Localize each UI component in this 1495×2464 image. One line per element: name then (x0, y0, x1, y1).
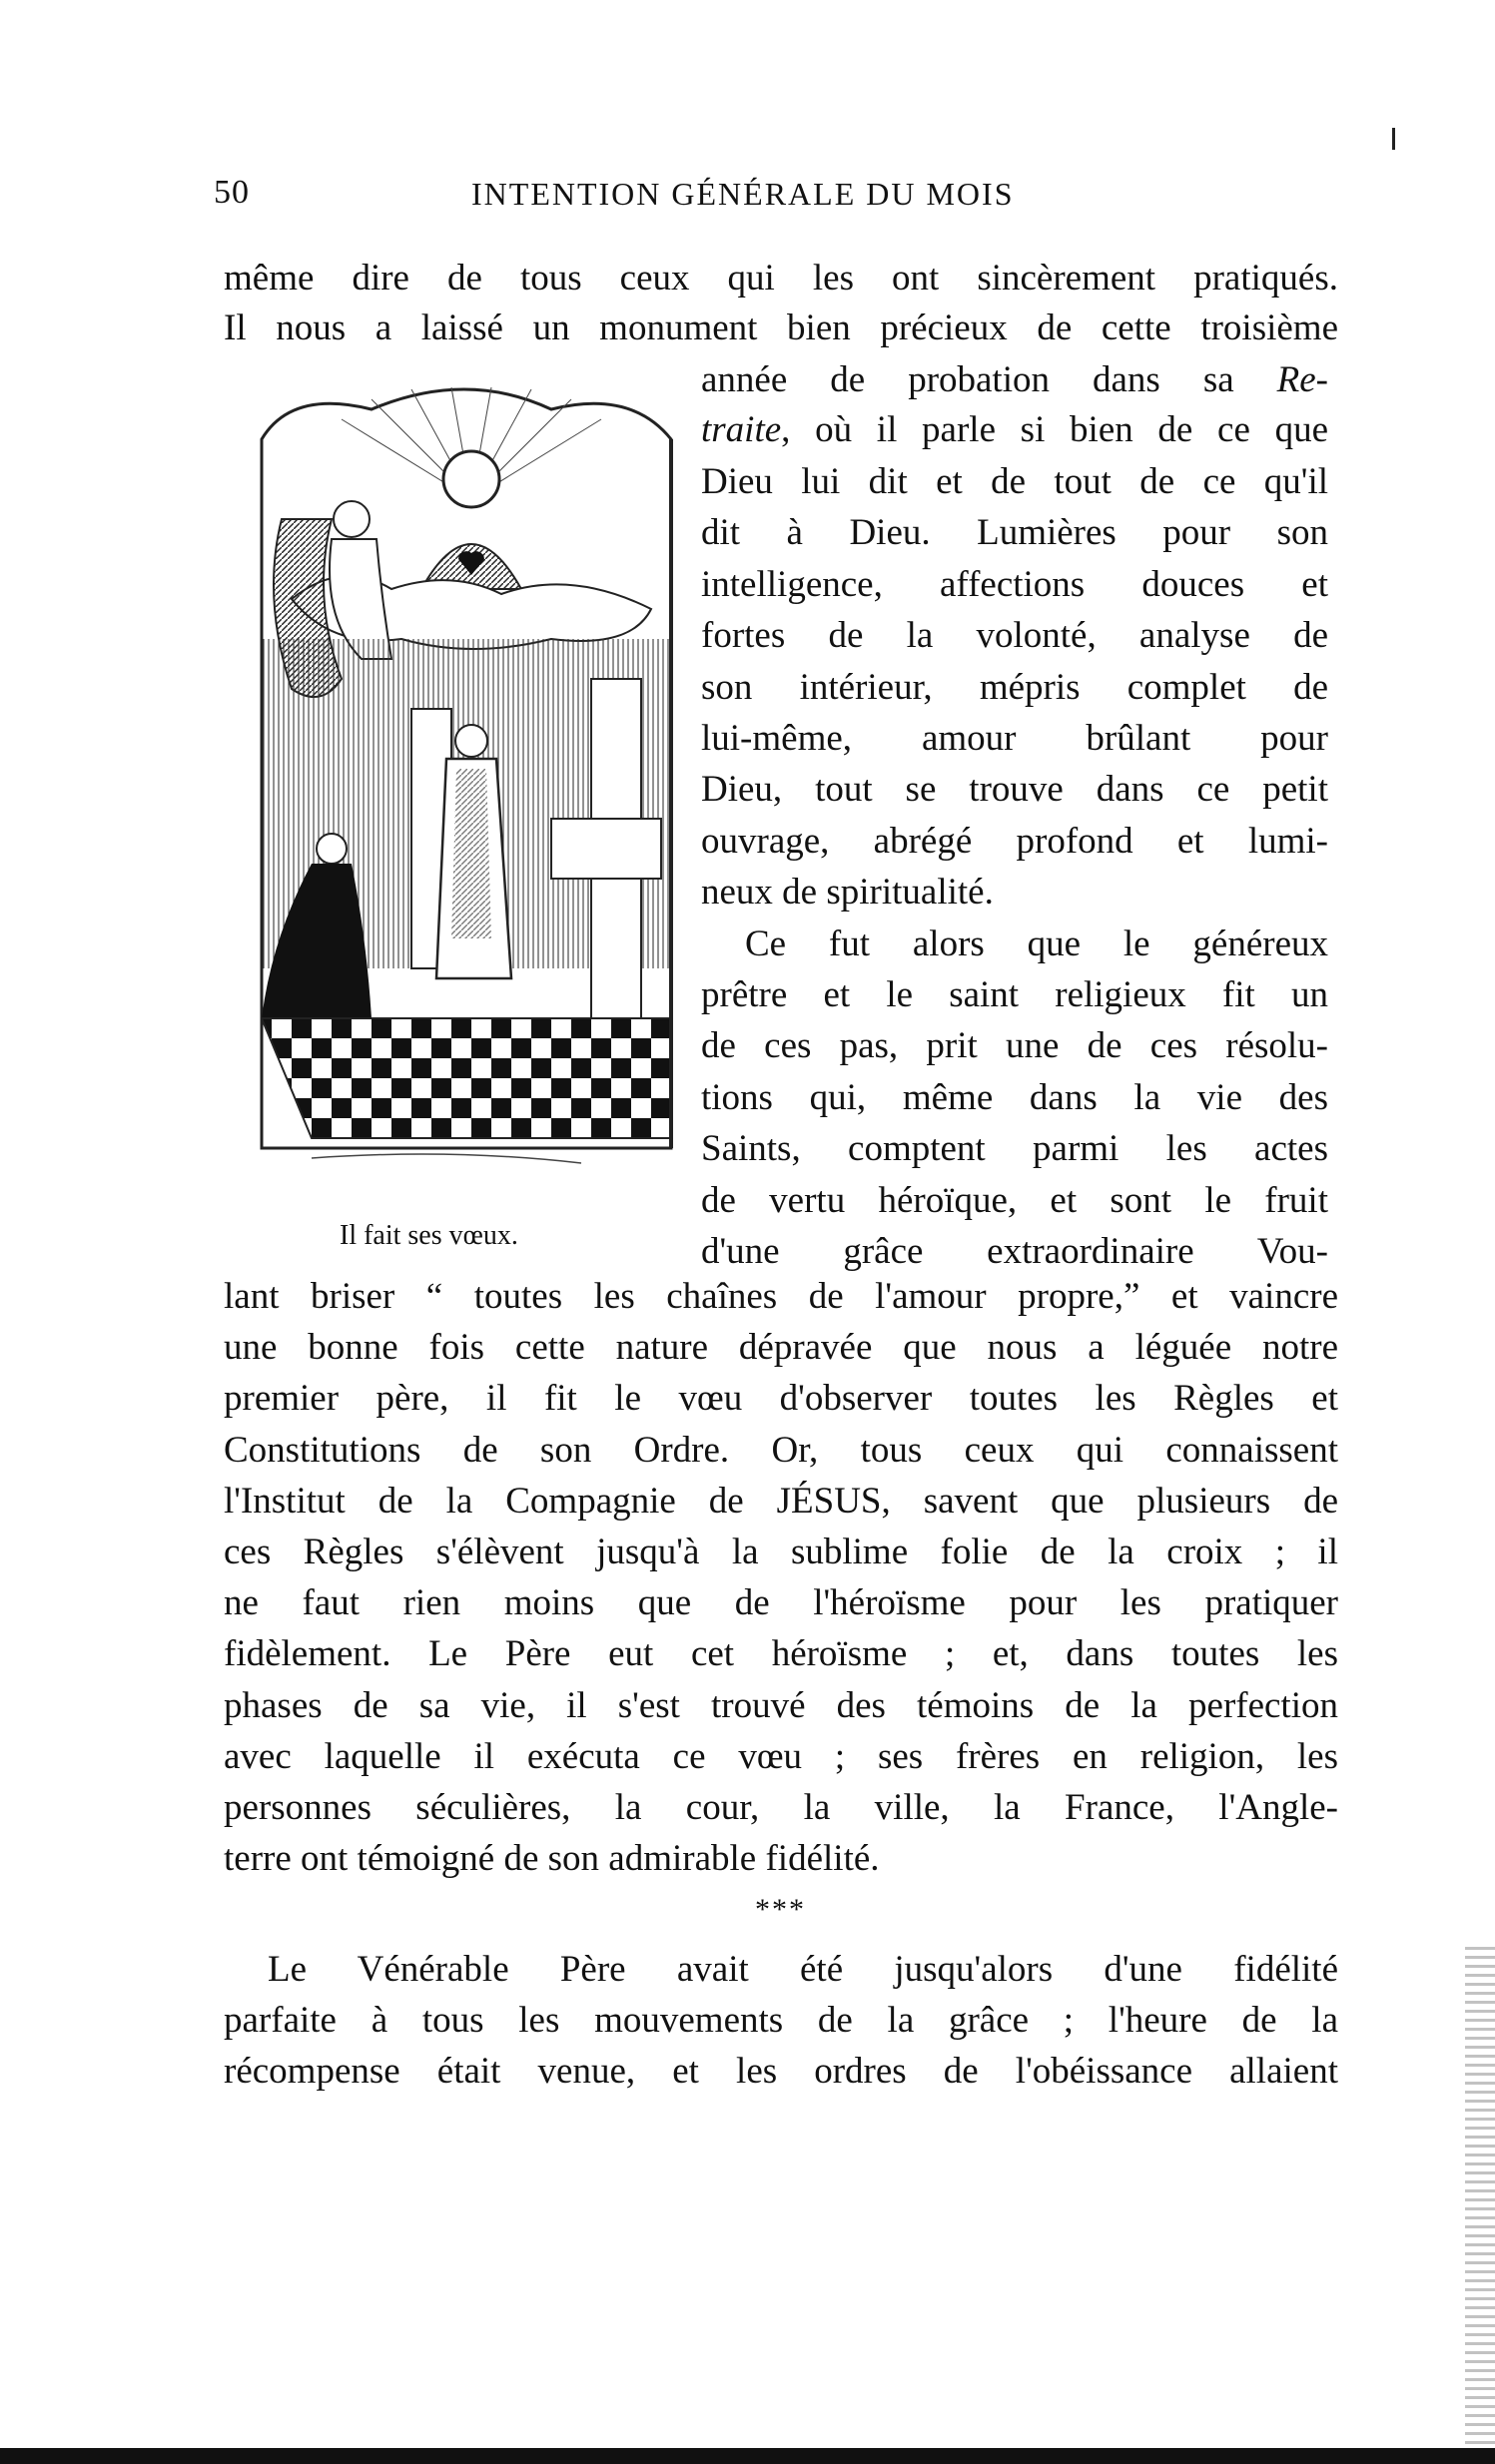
figure-caption: Il fait ses vœux. (340, 1220, 518, 1251)
running-title: INTENTION GÉNÉRALE DU MOIS (471, 176, 1015, 212)
text-span: année de probation dans sa (701, 359, 1277, 400)
page-header (214, 170, 1332, 220)
text-line: lui-même, amour brûlant pour (701, 718, 1328, 759)
section-separator: *** (755, 1893, 806, 1926)
text-line: fortes de la volonté, analyse de (701, 615, 1328, 657)
text-line: fidèlement. Le Père eut cet héroïsme ; et, dans toutes les (224, 1633, 1338, 1675)
text-line: lant briser “ toutes les chaînes de l'amour propre,” et vaincre (224, 1276, 1338, 1317)
text-line: de vertu héroïque, et sont le fruit (701, 1179, 1328, 1221)
text-line: même dire de tous ceux qui les ont sincèrement pratiqués. (224, 258, 1338, 299)
italic-word: traite (701, 409, 782, 450)
text-line: l'Institut de la Compagnie de JÉSUS, savent que plusieurs de (224, 1480, 1338, 1522)
text-line: intelligence, affections douces et (701, 563, 1328, 605)
text-line: terre ont témoigné de son admirable fidélité. (224, 1838, 880, 1880)
text-line: son intérieur, mépris complet de (701, 666, 1328, 708)
text-line: Le Vénérable Père avait été jusqu'alors d'une fidélité (268, 1949, 1338, 1990)
text-line (701, 405, 1328, 455)
text-line: tions qui, même dans la vie des (701, 1076, 1328, 1118)
text-line: premier père, il fit le vœu d'observer toutes les Règles et (224, 1378, 1338, 1420)
text-line: récompense était venue, et les ordres de l'obéissance allaient (224, 2051, 1338, 2092)
text-line: avec laquelle il exécuta ce vœu ; ses frères en religion, les (224, 1735, 1338, 1777)
margin-mark (1392, 128, 1395, 150)
page-edge-shadow (1465, 1947, 1495, 2446)
text-line (701, 355, 1328, 405)
bottom-edge (0, 2448, 1495, 2464)
text-line: parfaite à tous les mouvements de la grâce ; l'heure de la (224, 2000, 1338, 2041)
text-line: personnes séculières, la cour, la ville, la France, l'Angle- (224, 1787, 1338, 1828)
italic-word: Re- (1276, 359, 1328, 400)
text-line: Saints, comptent parmi les actes (701, 1128, 1328, 1170)
text-line: Dieu lui dit et de tout de ce qu'il (701, 461, 1328, 502)
text-line: ouvrage, abrégé profond et lumi- (701, 820, 1328, 862)
text-line: d'une grâce extraordinaire Vou- (701, 1231, 1328, 1272)
text-line: neux de spiritualité. (701, 872, 994, 914)
text-line: une bonne fois cette nature dépravée que nous a léguée notre (224, 1327, 1338, 1369)
text-line: prêtre et le saint religieux fit un (701, 974, 1328, 1015)
text-line: ne faut rien moins que de l'héroïsme pour les pratiquer (224, 1582, 1338, 1624)
text-span: , où il parle si bien de ce que (781, 409, 1328, 450)
text-line: Ce fut alors que le généreux (745, 923, 1328, 964)
text-line: de ces pas, prit une de ces résolu- (701, 1025, 1328, 1067)
page-number: 50 (214, 174, 250, 211)
text-line: Il nous a laissé un monument bien précieux de cette troisième (224, 308, 1338, 348)
text-line: ces Règles s'élèvent jusqu'à la sublime folie de la croix ; il (224, 1532, 1338, 1572)
text-line: Constitutions de son Ordre. Or, tous ceux qui connaissent (224, 1429, 1338, 1471)
text-line: dit à Dieu. Lumières pour son (701, 512, 1328, 554)
text-line: phases de sa vie, il s'est trouvé des témoins de la perfection (224, 1684, 1338, 1726)
text-line: Dieu, tout se trouve dans ce petit (701, 769, 1328, 811)
engraving-illustration (252, 379, 681, 1208)
